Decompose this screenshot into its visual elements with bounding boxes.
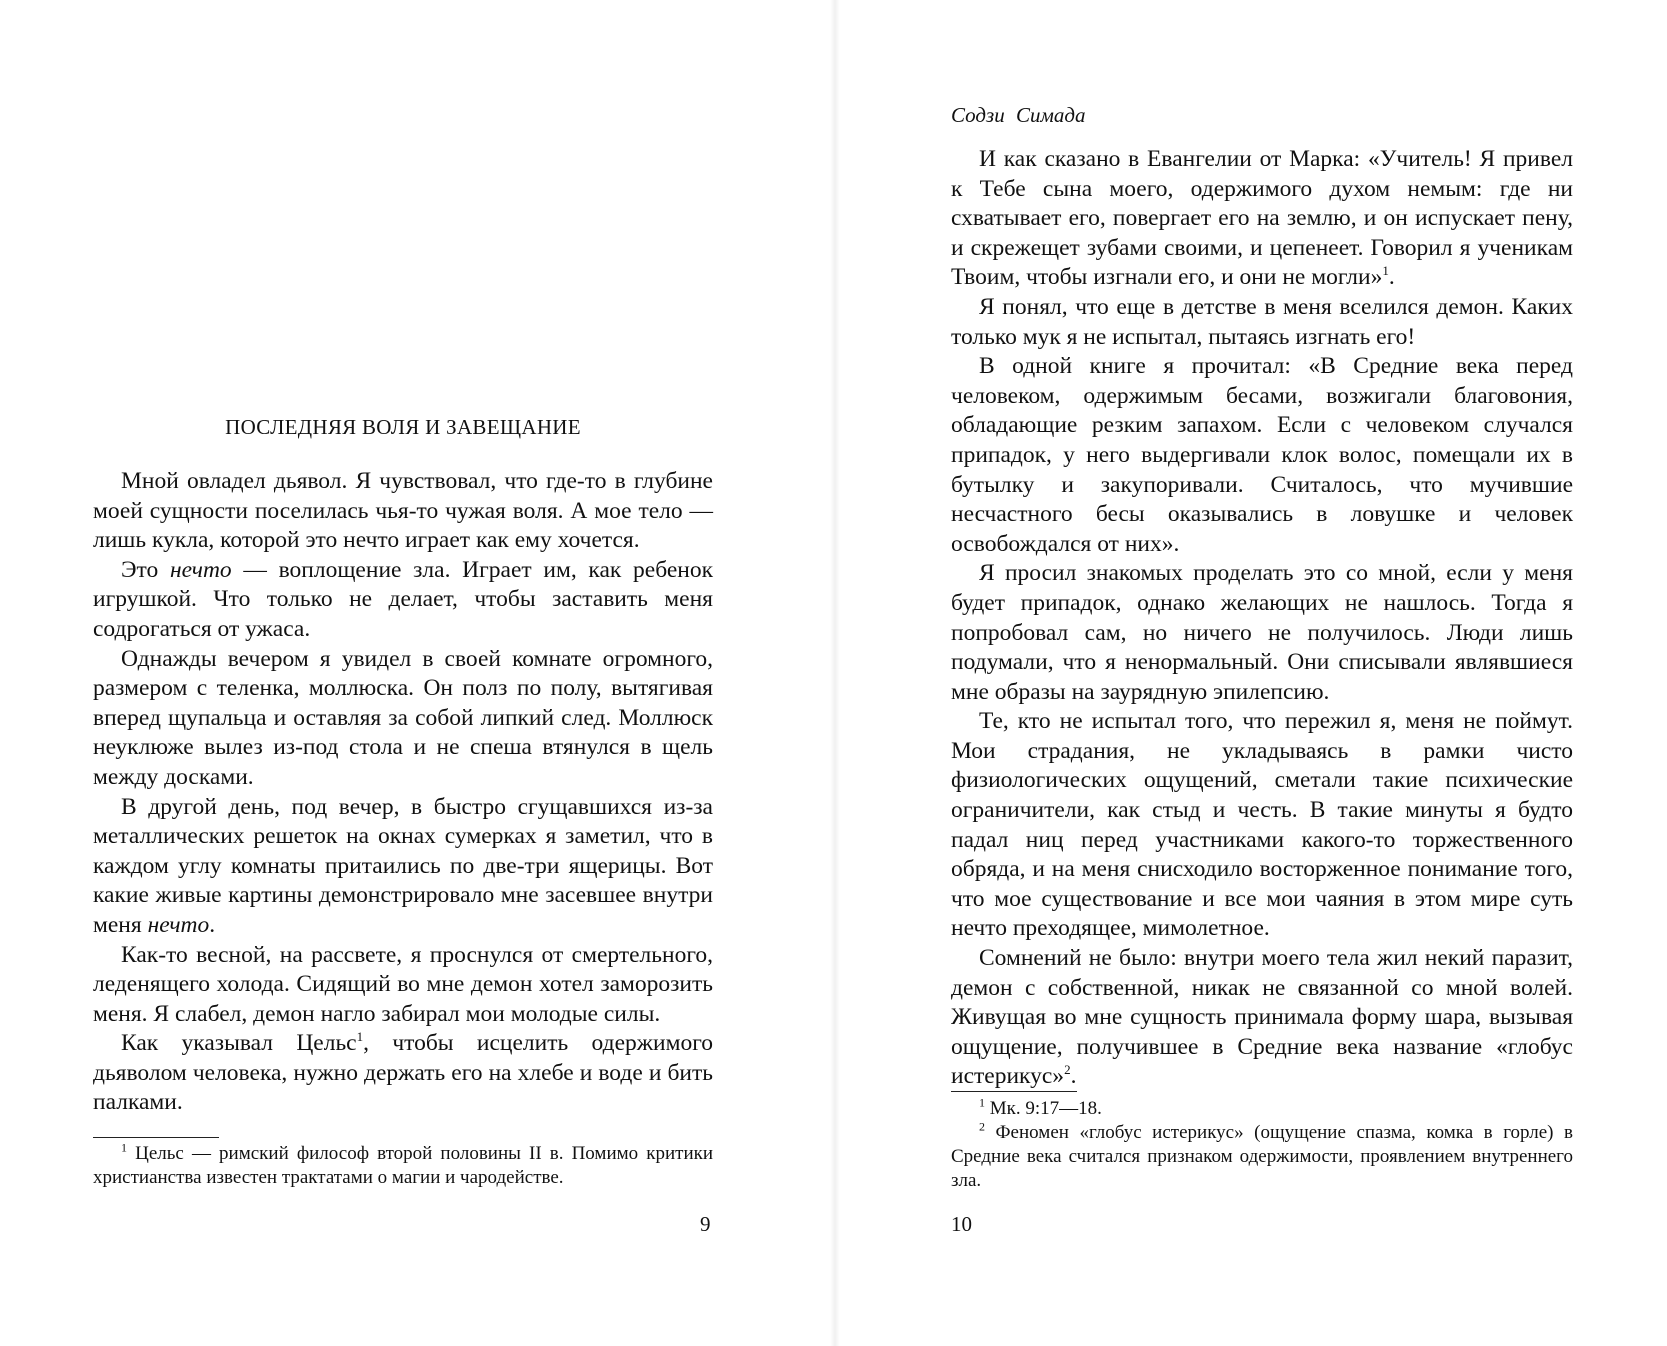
italic-word: нечто xyxy=(169,556,232,583)
text-span: Сомнений не было: внутри моего тела жил некий паразит, демон с собственной, никак не связанной со мной волей. Живущая во мне сущность принимала форму шара, вызывая ощущение, получившее в Средние века название «глобус истерикус» xyxy=(951,945,1573,1090)
text-span: , чтобы исцелить одержимого дьяволом человека, нужно держать его на хлебе и воде и бить палками. xyxy=(93,1030,713,1116)
footnote-mark: 1 xyxy=(979,1095,985,1110)
text-span: . xyxy=(209,911,216,938)
footnote-text: Мк. 9:17—18. xyxy=(989,1098,1102,1119)
text-span: . xyxy=(1388,264,1395,291)
paragraph: Я понял, что еще в детстве в меня вселился демон. Каких только мук я не испытал, пытаясь изгнать его! xyxy=(951,293,1573,350)
footnote-text: Феномен «глобус истерикус» (ощущение спазма, комка в горле) в Средние века считался признаком одержимости, проявлением внутреннего зла. xyxy=(951,1122,1574,1191)
text-span: И как сказано в Евангелии от Марка: «Учитель! Я привел к Тебе сына моего, одержимого духом немым: где ни схватывает его, повергает его на землю, и он испускает пену, и скрежещет зубами своими, и цепенеет. Говорил я ученикам Твоим, чтобы изгнали его, и они не могли» xyxy=(951,146,1573,291)
paragraph: Однажды вечером я увидел в своей комнате огромного, размером с теленка, моллюска. Он полз по полу, вытягивая вперед щупальца и оставляя за собой липкий след. Моллюск неуклюже вылез из-под стола и не спеша втянулся в щель между досками. xyxy=(93,645,713,790)
paragraph: Я просил знакомых проделать это со мной, если у меня будет припадок, однако желающих не нашлось. Тогда я попробовал сам, но ничего не получилось. Люди лишь подумали, что я ненормальный. Они списывали являвшиеся мне образы на заурядную эпилепсию. xyxy=(951,560,1573,705)
right-footnotes xyxy=(951,1097,1573,1193)
chapter-title: ПОСЛЕДНЯЯ ВОЛЯ И ЗАВЕЩАНИЕ xyxy=(225,415,581,439)
right-body-text xyxy=(951,145,1573,1092)
italic-word: нечто xyxy=(147,911,210,938)
footnote xyxy=(93,1142,713,1190)
page-number: 10 xyxy=(951,1212,972,1236)
book-gutter xyxy=(830,0,840,1346)
left-body-text xyxy=(93,467,713,1118)
right-page xyxy=(840,0,1667,1346)
footnote-mark: 1 xyxy=(121,1140,127,1155)
left-page xyxy=(0,0,830,1346)
paragraph xyxy=(951,944,1573,1092)
footnote xyxy=(951,1121,1573,1193)
paragraph xyxy=(93,793,713,941)
paragraph xyxy=(951,145,1573,293)
text-span: — воплощение зла. Играет им, как ребенок игрушкой. Что только не делает, чтобы заставить меня содрогаться от ужаса. xyxy=(93,556,714,642)
paragraph xyxy=(93,556,713,645)
paragraph: В одной книге я прочитал: «В Средние века перед человеком, одержимым бесами, возжигали благовония, обладающие резким запахом. Если с человеком случался припадок, у него выдергивали клок волос, помещали их в бутылку и закупоривали. Считалось, что мучившие несчастного бесы оказывались в ловушке и человек освобождался от них». xyxy=(951,353,1573,557)
footnote-text: Цельс — римский философ второй половины II в. Помимо критики христианства известен трактатами о магии и чародействе. xyxy=(93,1143,714,1188)
text-span: Как указывал Цельс xyxy=(121,1030,357,1057)
footnote-divider xyxy=(93,1137,219,1138)
page-number: 9 xyxy=(700,1212,711,1236)
footnote-reference: 1 xyxy=(356,1029,364,1045)
paragraph xyxy=(93,1029,713,1118)
left-footnotes xyxy=(93,1142,713,1190)
running-head: Содзи Симада xyxy=(951,103,1086,127)
paragraph: Мной овладел дьявол. Я чувствовал, что где-то в глубине моей сущности поселилась чья-то чужая воля. А мое тело — лишь кукла, которой это нечто играет как ему хочется. xyxy=(93,468,713,554)
paragraph: Как-то весной, на рассвете, я проснулся от смертельного, леденящего холода. Сидящий во мне демон хотел заморозить меня. Я слабел, демон нагло забирал мои молодые силы. xyxy=(93,941,713,1027)
text-span: Это xyxy=(121,556,159,583)
footnote-reference: 1 xyxy=(1382,263,1389,279)
text-span: . xyxy=(1070,1063,1077,1090)
footnote-mark: 2 xyxy=(979,1119,985,1134)
footnote-reference: 2 xyxy=(1064,1062,1071,1078)
footnote-divider xyxy=(951,1091,1077,1092)
footnote xyxy=(951,1097,1573,1121)
text-span: В другой день, под вечер, в быстро сгущавшихся из-за металлических решеток на окнах сумерках я заметил, что в каждом углу комнаты притаились по две-три ящерицы. Вот какие живые картины демонстрировало мне засевшее внутри меня xyxy=(93,793,713,938)
paragraph: Те, кто не испытал того, что пережил я, меня не поймут. Мои страдания, не укладываясь в рамки чисто физиологических ощущений, сметали такие психические ограничители, как стыд и честь. В такие минуты я будто падал ниц перед участниками какого-то торжественного обряда, и на меня снисходило восторженное понимание того, что мое существование и все мои чаяния в этом мире суть нечто преходящее, мимолетное. xyxy=(951,708,1573,942)
